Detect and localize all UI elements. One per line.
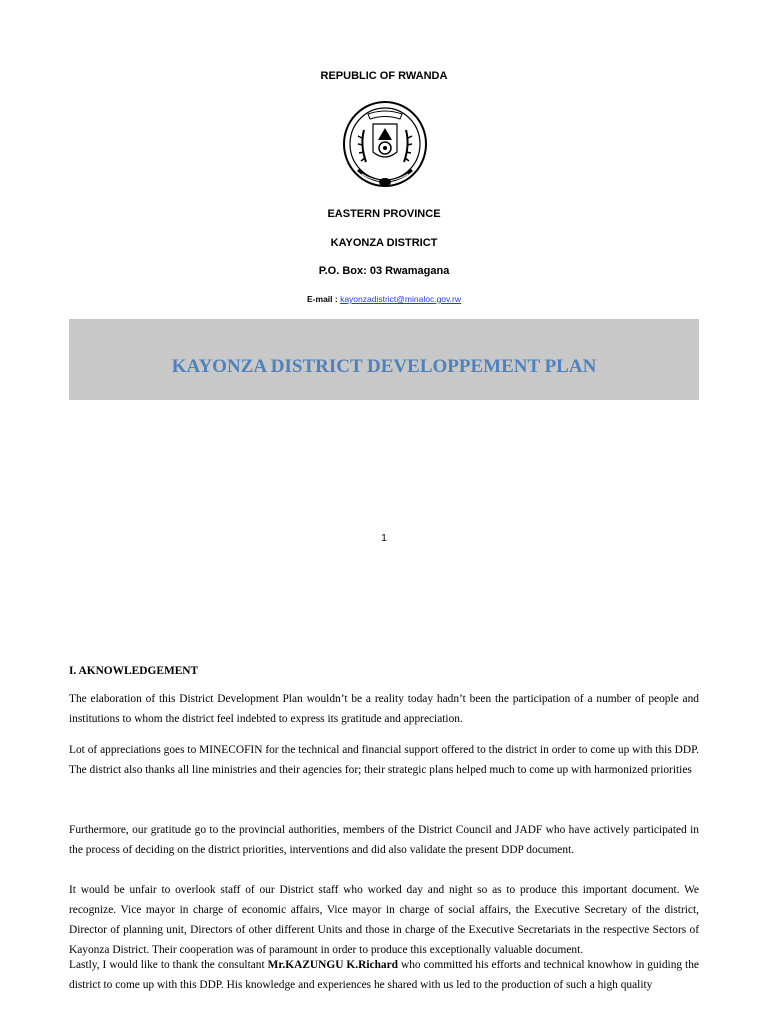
email-link[interactable]: kayonzadistrict@minaloc.gov.rw: [340, 294, 461, 304]
section-heading: I. AKNOWLEDGEMENT: [69, 665, 199, 677]
title-banner: [69, 319, 699, 400]
rwanda-coat-of-arms-icon: [340, 100, 430, 196]
province-heading: EASTERN PROVINCE: [327, 208, 441, 220]
paragraph-4: It would be unfair to overlook staff of our District staff who worked day and night so as to produce this important document. We recognize. Vice mayor in charge of economic affairs, Vice mayor in charge of social affairs, the Executive Secretary of the district, Director of planning unit, Directors of other different Units and those in charge of the Executive Secretariats in the respective Sectors of Kayonza District. Their cooperation was of paramount in order to produce this exceptionally valuable document.: [69, 884, 699, 956]
document-title: KAYONZA DISTRICT DEVELOPPEMENT PLAN: [171, 356, 597, 377]
paragraph-5-start: Lastly, I would like to thank the consultant: [69, 959, 268, 971]
po-box-heading: P.O. Box: 03 Rwamagana: [318, 265, 450, 277]
paragraph-2: Lot of appreciations goes to MINECOFIN for the technical and financial support offered to the district in order to come up with this DDP. The district also thanks all line ministries and their agencies for; their strategic plans helped much to come up with harmonized priorities: [69, 744, 699, 776]
email-label: E-mail :: [307, 294, 341, 304]
paragraph-1: The elaboration of this District Development Plan wouldn’t be a reality today hadn’t been the participation of a number of people and institutions to whom the district feel indebted to express its gratitude and appreciation.: [69, 693, 699, 725]
paragraph-5: [69, 955, 699, 995]
email-line: [0, 294, 768, 304]
district-heading: KAYONZA DISTRICT: [330, 237, 438, 249]
paragraph-5-end: who committed his efforts and technical knowhow in guiding the district to come up with this DDP. His knowledge and experiences he shared with us led to the production of such a high quality: [69, 959, 699, 991]
republic-heading: REPUBLIC OF RWANDA: [320, 70, 448, 82]
paragraph-3: Furthermore, our gratitude go to the provincial authorities, members of the District Council and JADF who have actively participated in the process of deciding on the district priorities, interventions and did also validate the present DDP document.: [69, 824, 699, 856]
consultant-name: Mr.KAZUNGU K.Richard: [267, 959, 399, 971]
page-number: 1: [381, 533, 387, 544]
